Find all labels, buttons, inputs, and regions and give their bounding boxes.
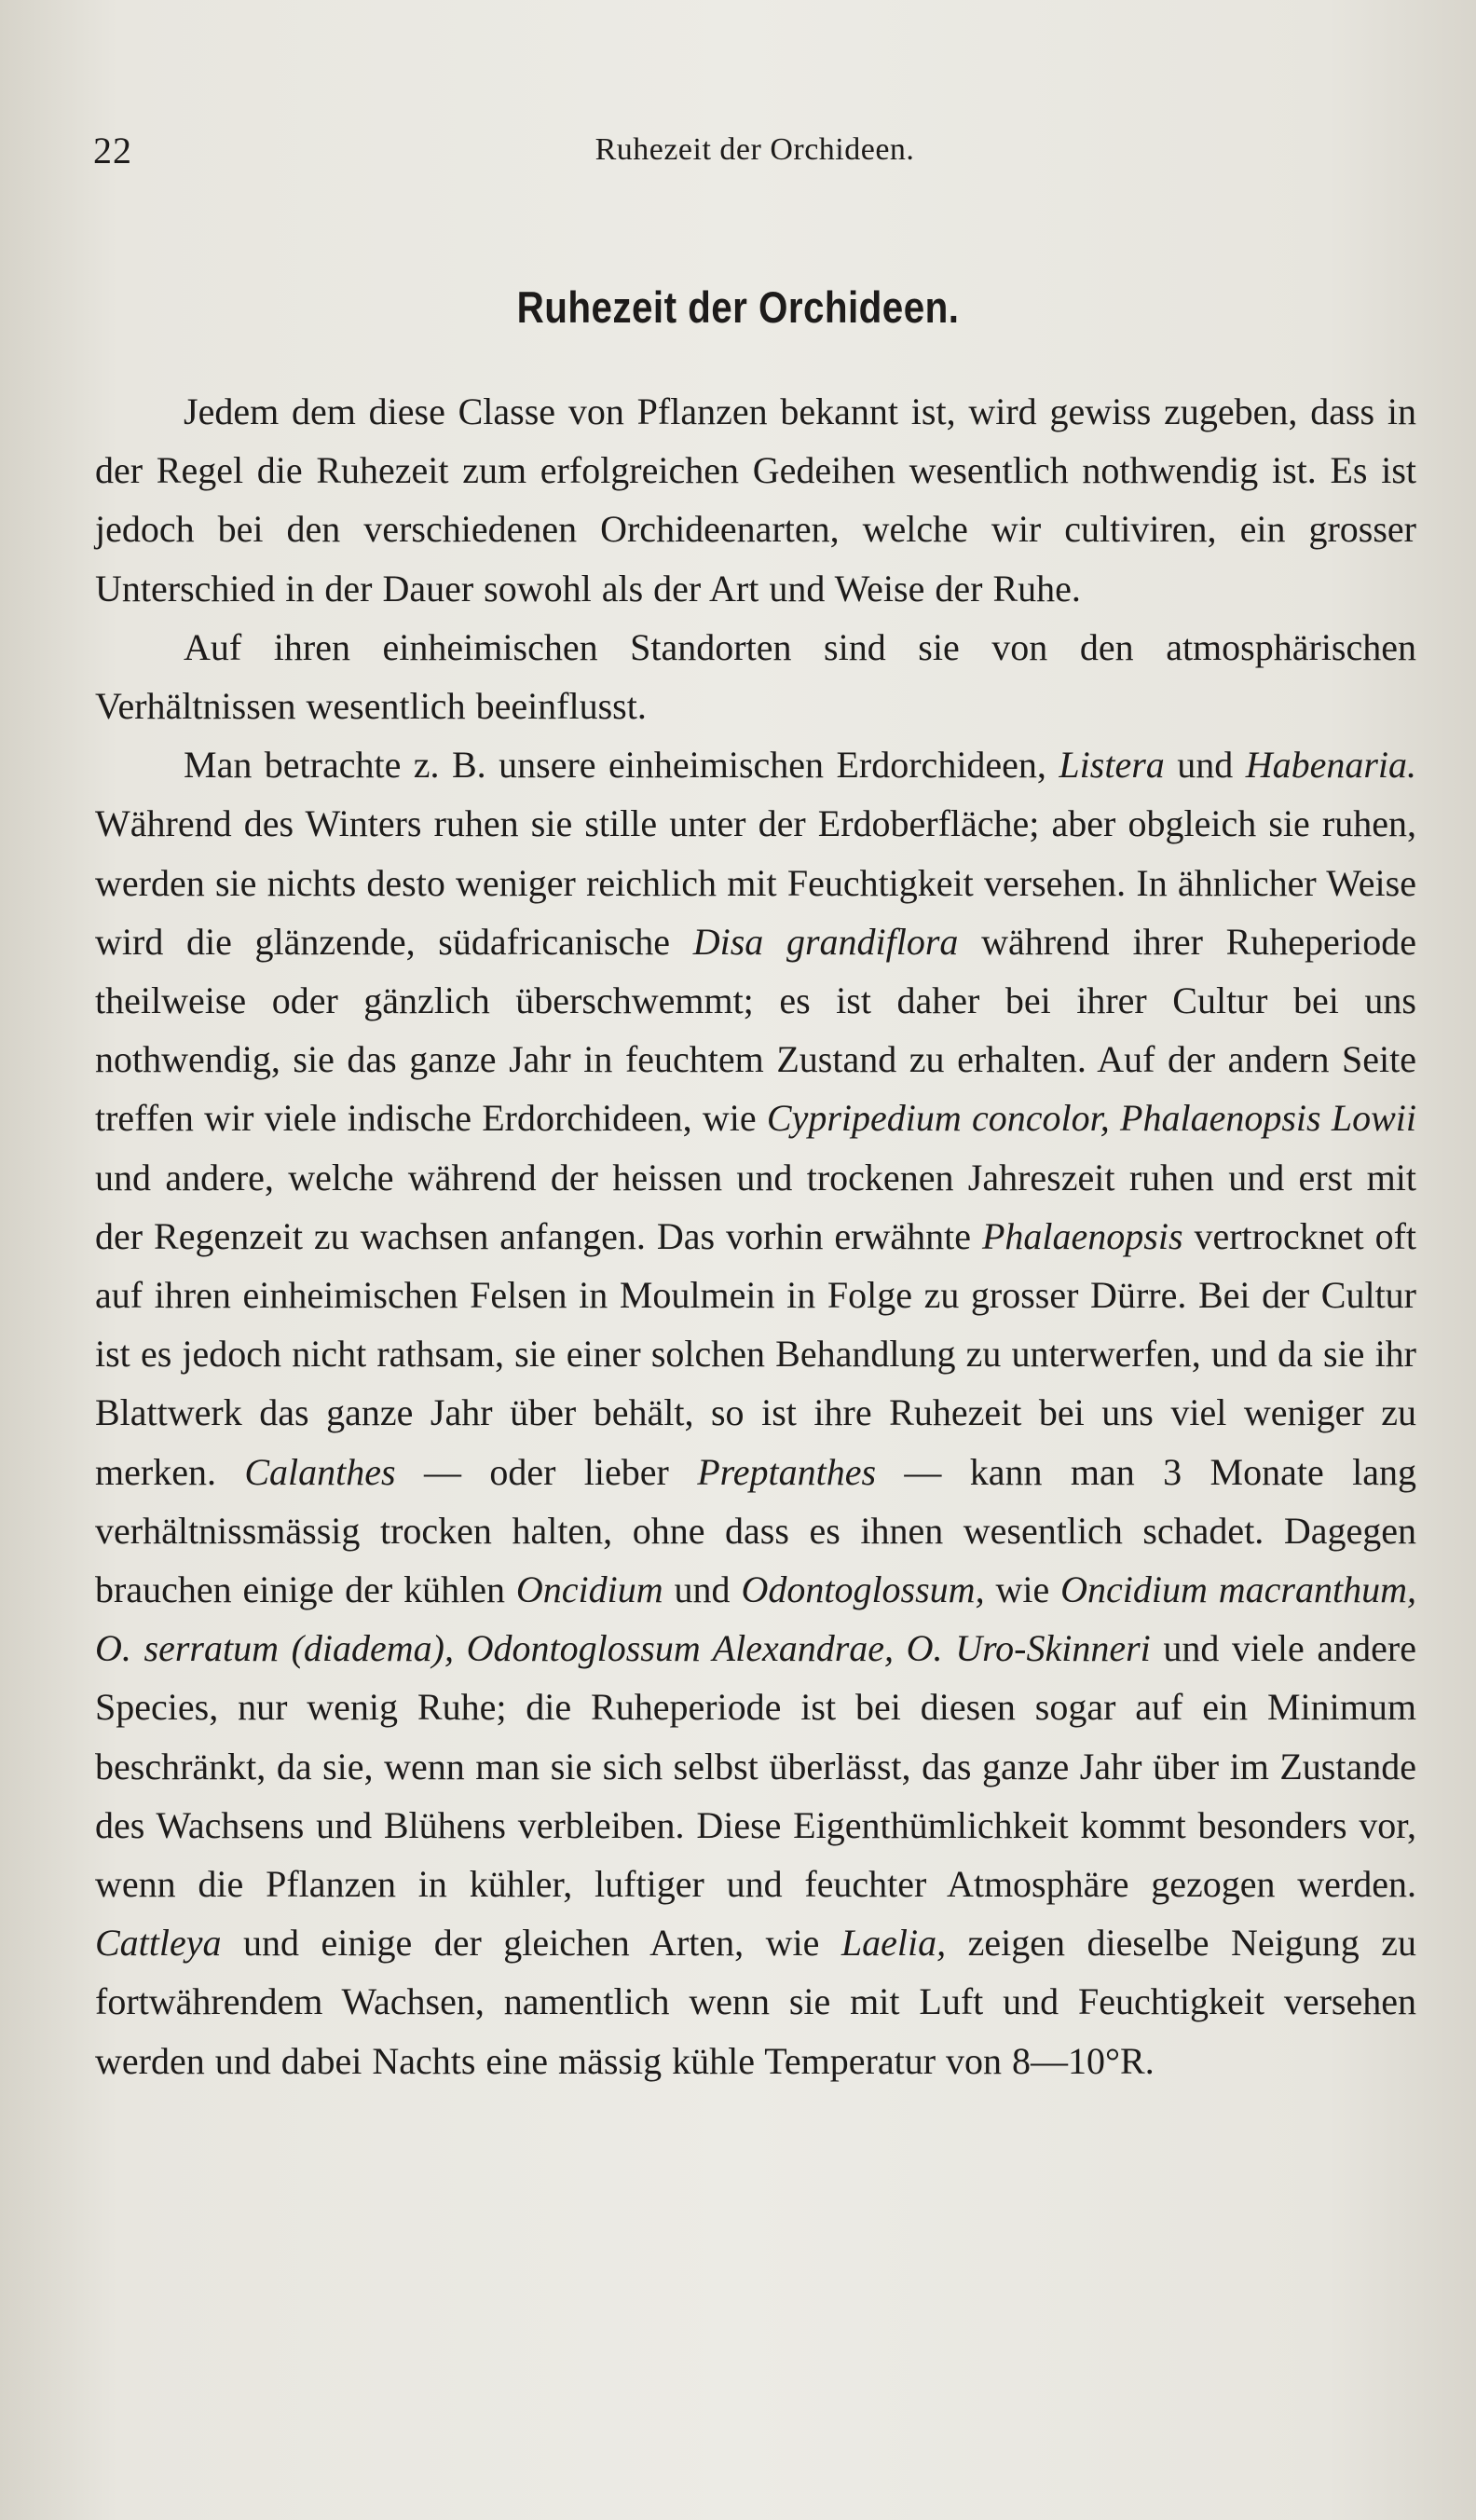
text-run: und einige der gleichen Arten, wie [221,1922,841,1965]
chapter-title: Ruhezeit der Orchideen. [516,282,960,332]
paragraph [95,382,1416,618]
text-run: — kann man 3 Monate lang verhältnissmässig trocken halten, ohne dass es ihnen wesentlich schadet. Dagegen brauchen einige der kühlen [95,1450,1416,1611]
paragraph [95,735,1416,2090]
text-run: Auf ihren einheimischen Standorten sind sie von den atmosphärischen Verhältnissen wesentlich beeinflusst. [95,625,1416,728]
text-run: und andere, welche während der heissen und trockenen Jahreszeit ruhen und erst mit der Regenzeit zu wachsen anfangen. Das vorhin erwähnte [95,1156,1416,1257]
italic-text: Laelia, [840,1922,947,1965]
italic-text: Cypripedium concolor, Phalaenopsis Lowii [766,1097,1416,1140]
text-run: und viele andere Species, nur wenig Ruhe; die Ruheperiode ist bei diesen sogar auf ein Minimum beschränkt, da sie, wenn man sie sich selbst überlässt, das ganze Jahr über im Zustande des Wachsens und Blühens verbleiben. Diese Eigenthümlichkeit kommt besonders vor, wenn die Pflanzen in kühler, luftiger und feuchter Atmosphäre gezogen werden. [95,1627,1416,1906]
text-run: Während des Winters ruhen sie stille unter der Erdoberfläche; aber obgleich sie ruhen, werden sie nichts desto weniger reichlich mit Feuchtigkeit versehen. In ähnlicher Weise wird die glänzende, südafricanische [95,802,1416,963]
text-run: — oder lieber [395,1450,698,1493]
italic-text: Habenaria. [1245,744,1417,787]
page-header [93,129,1416,185]
italic-text: Listera [1059,744,1165,787]
italic-text: Odontoglossum, [741,1568,985,1611]
italic-text: Cattleya [95,1922,222,1965]
body-text [95,382,1416,2090]
italic-text: Preptanthes [697,1450,877,1493]
page-number: 22 [93,130,132,171]
running-head: Ruhezeit der Orchideen. [594,132,915,167]
paragraph [95,618,1416,735]
text-run: Jedem dem diese Classe von Pflanzen bekannt ist, wird gewiss zugeben, dass in der Regel die Ruhezeit zum erfolgreichen Gedeihen wesentlich nothwendig ist. Es ist jedoch bei den verschiedenen Orchideenarten, welche wir cultiviren, ein grosser Unterschied in der Dauer sowohl als der Art und Weise der Ruhe. [95,390,1416,609]
text-run: vertrocknet oft auf ihren einheimischen Felsen in Moulmein in Folge zu grosser Dürre. Bei der Cultur ist es jedoch nicht rathsam, sie einer solchen Behandlung zu unterwerfen, und da sie ihr Blattwerk das ganze Jahr über behält, so ist ihre Ruhezeit bei uns viel weniger zu merken. [95,1214,1416,1493]
italic-text: Disa grandiflora [692,920,959,963]
text-run: wie [984,1568,1061,1611]
text-run: und [1164,744,1246,787]
italic-text: Phalaenopsis [981,1214,1183,1257]
italic-text: Oncidium [515,1568,663,1611]
text-run: während ihrer Ruheperiode theilweise oder gänzlich überschwemmt; es ist daher bei ihrer Cultur bei uns nothwendig, sie das ganze Jahr in feuchtem Zustand zu erhalten. Auf der andern Seite treffen wir viele indische Erdorchideen, wie [95,920,1416,1140]
text-run: Man betrachte z. B. unsere einheimischen Erdorchideen, [184,744,1059,787]
text-run: zeigen dieselbe Neigung zu fortwährendem Wachsen, namentlich wenn sie mit Luft und Feuchtigkeit versehen werden und dabei Nachts eine mässig kühle Temperatur von 8—10°R. [95,1922,1417,2082]
italic-text: Calanthes [244,1450,396,1493]
text-run: und [663,1568,742,1611]
italic-text: Oncidium macranthum, O. serratum (diadema), Odontoglossum Alexandrae, O. Uro-Skinneri [95,1568,1417,1670]
